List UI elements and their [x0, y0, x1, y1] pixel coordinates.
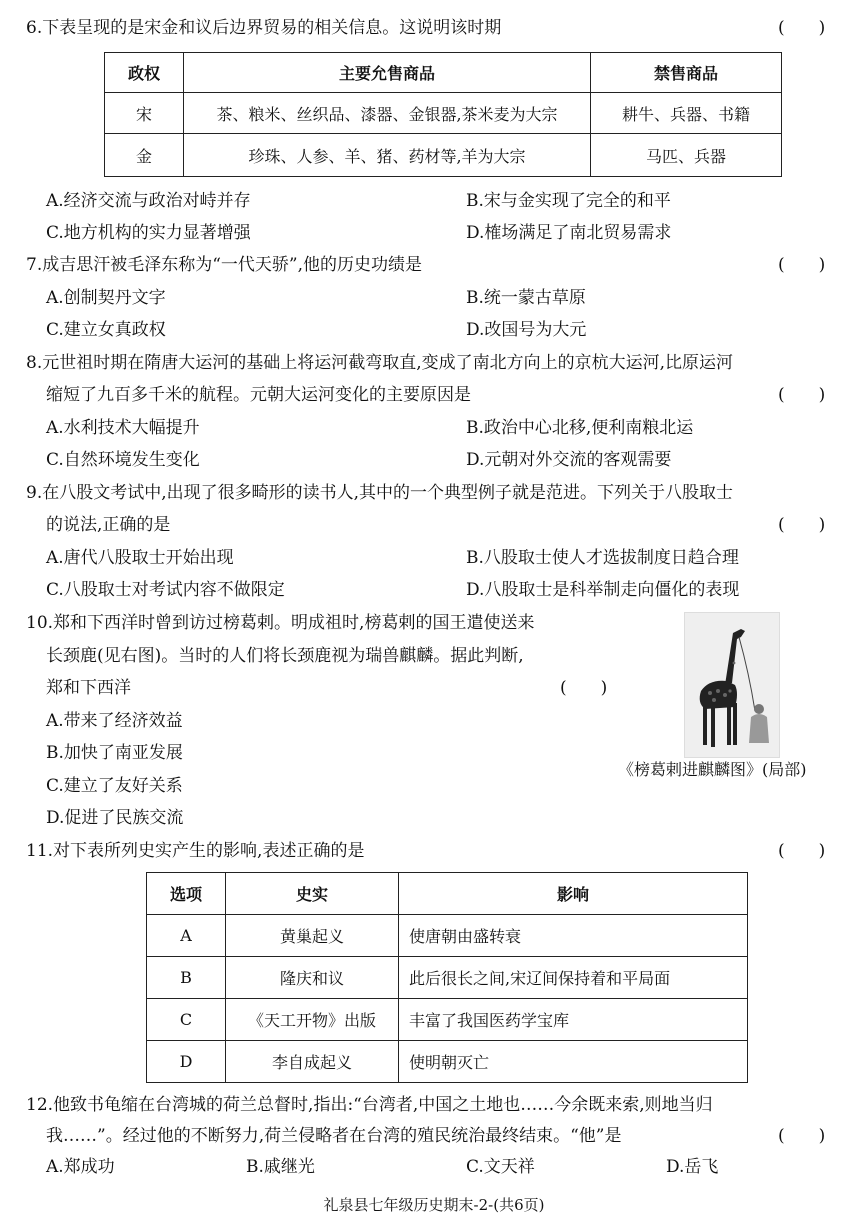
q12-answer-paren: ( ) — [778, 1126, 826, 1146]
table-cell: 李自成起义 — [226, 1041, 399, 1083]
q8-stem-line2: 缩短了九百多千米的航程。元朝大运河变化的主要原因是 — [46, 385, 471, 405]
q10-stem-line2: 长颈鹿(见右图)。当时的人们将长颈鹿视为瑞兽麒麟。据此判断, — [46, 646, 524, 666]
table-row — [105, 93, 782, 134]
q6-table — [104, 52, 782, 177]
table-row — [147, 999, 748, 1041]
q11-header-fact: 史实 — [226, 873, 399, 915]
q9-stem-line2: 的说法,正确的是 — [46, 515, 171, 535]
q6-option-b[interactable]: B.宋与金实现了完全的和平 — [466, 191, 671, 211]
table-row — [147, 957, 748, 999]
q9-option-b[interactable]: B.八股取士使人才选拔制度日趋合理 — [466, 548, 739, 568]
q8-option-b[interactable]: B.政治中心北移,便利南粮北运 — [466, 418, 694, 438]
q11-header-impact: 影响 — [399, 873, 748, 915]
q6-header-regime: 政权 — [105, 53, 184, 93]
q12-option-d[interactable]: D.岳飞 — [666, 1157, 719, 1177]
q7-answer-paren: ( ) — [778, 255, 826, 275]
table-cell: 金 — [105, 134, 184, 177]
page-footer: 礼泉县七年级历史期末-2-(共6页) — [323, 1196, 545, 1214]
q10-stem-line3: 郑和下西洋 — [46, 678, 131, 698]
table-cell: 茶、粮米、丝织品、漆器、金银器,茶米麦为大宗 — [184, 93, 591, 134]
table-cell: B — [147, 957, 226, 999]
q12-option-a[interactable]: A.郑成功 — [46, 1157, 115, 1177]
table-cell: 使唐朝由盛转衰 — [399, 915, 748, 957]
q6-option-a[interactable]: A.经济交流与政治对峙并存 — [46, 191, 251, 211]
q11-table — [146, 872, 748, 1083]
table-cell: D — [147, 1041, 226, 1083]
q6-header-banned: 禁售商品 — [591, 53, 782, 93]
q11-header-option: 选项 — [147, 873, 226, 915]
q10-stem-line1: 10.郑和下西洋时曾到访过榜葛剌。明成祖时,榜葛剌的国王遣使送来 — [26, 613, 535, 633]
q8-answer-paren: ( ) — [778, 385, 826, 405]
q8-option-a[interactable]: A.水利技术大幅提升 — [46, 418, 200, 438]
table-cell: 黄巢起义 — [226, 915, 399, 957]
table-cell: 宋 — [105, 93, 184, 134]
table-cell: 此后很长之间,宋辽间保持着和平局面 — [399, 957, 748, 999]
q8-stem-line1: 8.元世祖时期在隋唐大运河的基础上将运河截弯取直,变成了南北方向上的京杭大运河,比原运河 — [26, 353, 734, 373]
table-cell: 使明朝灭亡 — [399, 1041, 748, 1083]
q10-answer-paren: ( ) — [560, 678, 608, 698]
q9-answer-paren: ( ) — [778, 515, 826, 535]
q10-option-b[interactable]: B.加快了南亚发展 — [46, 743, 183, 763]
q9-stem-line1: 9.在八股文考试中,出现了很多畸形的读书人,其中的一个典型例子就是范进。下列关于八股取士 — [26, 483, 734, 503]
table-cell: 马匹、兵器 — [591, 134, 782, 177]
table-cell: 隆庆和议 — [226, 957, 399, 999]
q10-option-a[interactable]: A.带来了经济效益 — [46, 711, 183, 731]
table-cell: 珍珠、人参、羊、猪、药材等,羊为大宗 — [184, 134, 591, 177]
table-cell: C — [147, 999, 226, 1041]
q12-stem-line1: 12.他致书龟缩在台湾城的荷兰总督时,指出:“台湾者,中国之土地也……今余既来索,则地当归 — [26, 1095, 713, 1115]
q6-option-d[interactable]: D.榷场满足了南北贸易需求 — [466, 223, 672, 243]
q12-stem-line2: 我……”。经过他的不断努力,荷兰侵略者在台湾的殖民统治最终结束。“他”是 — [46, 1126, 622, 1146]
giraffe-painting-image — [684, 612, 780, 758]
table-row — [147, 1041, 748, 1083]
table-row — [147, 915, 748, 957]
table-cell: 耕牛、兵器、书籍 — [591, 93, 782, 134]
q9-option-d[interactable]: D.八股取士是科举制走向僵化的表现 — [466, 580, 740, 600]
q8-option-c[interactable]: C.自然环境发生变化 — [46, 450, 200, 470]
q7-option-a[interactable]: A.创制契丹文字 — [46, 288, 166, 308]
q6-stem: 6.下表呈现的是宋金和议后边界贸易的相关信息。这说明该时期 — [26, 18, 502, 38]
q9-option-c[interactable]: C.八股取士对考试内容不做限定 — [46, 580, 285, 600]
q7-option-c[interactable]: C.建立女真政权 — [46, 320, 166, 340]
q10-option-d[interactable]: D.促进了民族交流 — [46, 808, 184, 828]
table-cell: 丰富了我国医药学宝库 — [399, 999, 748, 1041]
q6-option-c[interactable]: C.地方机构的实力显著增强 — [46, 223, 251, 243]
q8-option-d[interactable]: D.元朝对外交流的客观需要 — [466, 450, 672, 470]
table-row — [105, 134, 782, 177]
q12-option-c[interactable]: C.文天祥 — [466, 1157, 535, 1177]
q12-option-b[interactable]: B.戚继光 — [246, 1157, 315, 1177]
q11-stem: 11.对下表所列史实产生的影响,表述正确的是 — [26, 841, 365, 861]
q6-answer-paren: ( ) — [778, 18, 826, 38]
q9-option-a[interactable]: A.唐代八股取士开始出现 — [46, 548, 234, 568]
giraffe-icon — [685, 613, 779, 757]
table-cell: 《天工开物》出版 — [226, 999, 399, 1041]
q10-figure-caption: 《榜葛剌进麒麟图》(局部) — [618, 760, 807, 779]
q11-answer-paren: ( ) — [778, 841, 826, 861]
q7-stem: 7.成吉思汗被毛泽东称为“一代天骄”,他的历史功绩是 — [26, 255, 423, 275]
q7-option-d[interactable]: D.改国号为大元 — [466, 320, 587, 340]
q10-option-c[interactable]: C.建立了友好关系 — [46, 776, 183, 796]
q6-header-allowed: 主要允售商品 — [184, 53, 591, 93]
table-cell: A — [147, 915, 226, 957]
q7-option-b[interactable]: B.统一蒙古草原 — [466, 288, 586, 308]
